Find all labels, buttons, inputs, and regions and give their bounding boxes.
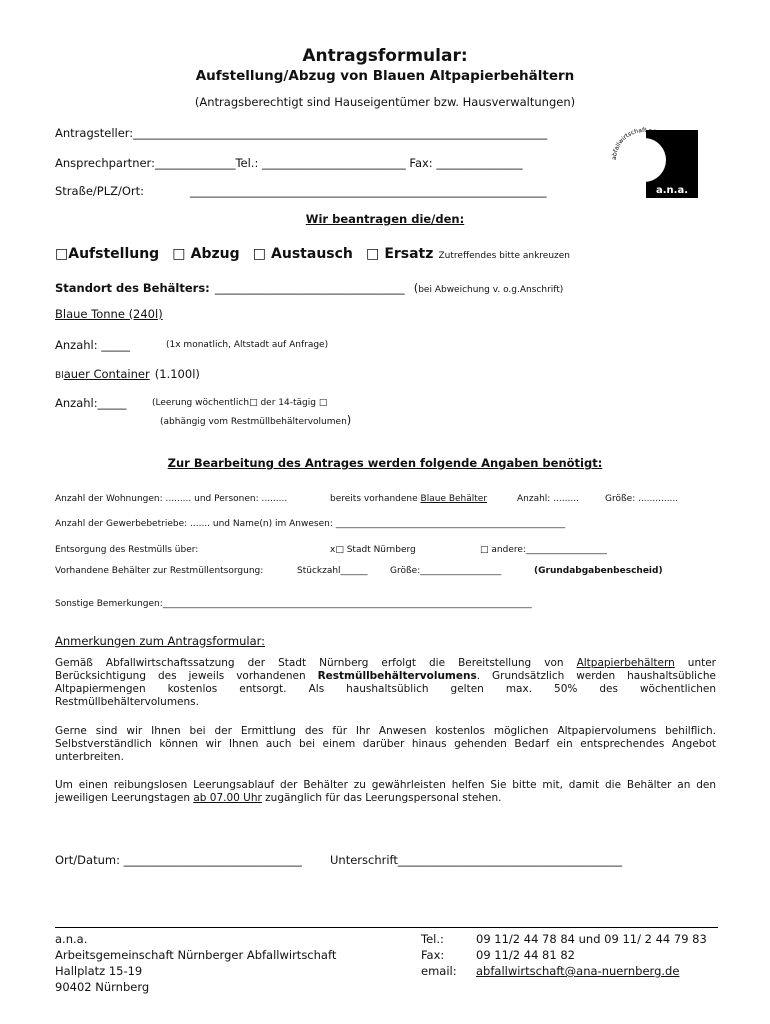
container-interval-row: (Leerung wöchentlich□ der 14-tägig □ <box>152 398 328 408</box>
footer-contact-values <box>476 931 707 979</box>
biweekly-checkbox[interactable]: □ <box>318 398 328 408</box>
applicant-field[interactable]: Antragsteller:________________________________________________________________________ <box>55 126 548 140</box>
container-volume-note: (abhängig vom Restmüllbehältervolumen) <box>160 413 352 427</box>
existing-bins-label: bereits vorhandene Blaue Behälter <box>330 494 488 504</box>
location-label: Standort des Behälters: <box>55 281 210 295</box>
address-field[interactable]: ______________________________________________________________ <box>190 184 547 198</box>
footer-divider <box>55 927 718 928</box>
option-ersatz: Ersatz <box>384 246 434 262</box>
remarks-heading: Anmerkungen zum Antragsformular: <box>55 634 266 648</box>
remarks-paragraph-1: Gemäß Abfallwirtschaftssatzung der Stadt Nürnberg erfolgt die Bereitstellung von Altpapierbehältern unter Berücksichtigung des jeweils vorhandenen Restmüllbehältervolumens. Grundsätzlich werden haushaltsübliche Altpapiermengen kostenlos entsorgt. Als haushaltsüblich gelten max. 50% des wöchentlichen Restmüllbehältervolumens. <box>55 657 717 708</box>
container-quantity-field[interactable]: Anzahl:_____ <box>55 396 127 410</box>
option-hint: Zutreffendes bitte ankreuzen <box>438 251 570 261</box>
signature-field[interactable]: Unterschrift_______________________________________ <box>330 853 623 867</box>
other-remarks-field[interactable]: Sonstige Bemerkungen:__________________________________________________________________________________ <box>55 599 532 609</box>
details-heading: Zur Bearbeitung des Antrages werden folgende Angaben benötigt: <box>167 456 603 470</box>
footer-fax: 09 11/2 44 81 82 <box>476 948 575 962</box>
option-austausch-checkbox[interactable]: □ <box>252 246 266 262</box>
option-aufstellung[interactable]: □Aufstellung <box>55 246 160 262</box>
ana-logo-graphic <box>606 120 700 200</box>
place-date-field[interactable]: Ort/Datum: _______________________________ <box>55 853 302 867</box>
footer-contact-labels: Tel.: Fax: email: <box>421 932 457 978</box>
disposal-city-option[interactable]: x□ Stadt Nürnberg <box>330 545 416 555</box>
remarks-paragraph-2: Gerne sind wir Ihnen bei der Ermittlung des für Ihr Anwesen kostenlos möglichen Altpapiervolumens behilflich. Selbstverständlich können wir Ihnen auch bei einem darüber hinaus gehenden Bedarf ein entsprechendes Angebot unterbreiten. <box>55 725 716 763</box>
option-austausch: Austausch <box>271 246 353 262</box>
container-size: (1.100l) <box>154 367 200 381</box>
request-options <box>55 243 570 262</box>
location-row: Standort des Behälters: _________________________________ (bei Abweichung v. o.g.Anschrift) <box>55 281 564 295</box>
disposal-city-checkbox[interactable]: □ <box>335 545 344 555</box>
blue-bin-title: Blaue Tonne (240l) <box>55 307 163 321</box>
request-heading: Wir beantragen die/den: <box>305 212 465 226</box>
footer-phone: 09 11/2 44 78 84 und 09 11/ 2 44 79 83 <box>476 932 707 946</box>
waste-bins-size-field[interactable]: Größe:__________________ <box>390 566 502 576</box>
address-label: Straße/PLZ/Ort: <box>55 184 145 198</box>
footer-address: a.n.a. Arbeitsgemeinschaft Nürnberger Abfallwirtschaft Hallplatz 15-19 90402 Nürnberg <box>55 932 337 994</box>
existing-bins-size-field[interactable]: Größe: .............. <box>605 494 679 504</box>
logo-text: a.n.a. <box>655 185 689 196</box>
remarks-paragraph-3: Um einen reibungslosen Leerungsablauf der Behälter zu gewährleisten helfen Sie bitte mit, damit die Behälter an den jeweiligen Leerungstagen ab 07.00 Uhr zugänglich für das Leerungspersonal stehen. <box>55 779 716 804</box>
waste-disposal-label: Entsorgung des Restmülls über: <box>55 545 199 555</box>
blue-bin-note: (1x monatlich, Altstadt auf Anfrage) <box>166 340 329 350</box>
disposal-other-option[interactable]: □ andere:__________________ <box>480 545 607 555</box>
waste-bins-count-field[interactable]: Stückzahl______ <box>297 566 368 576</box>
existing-bins-quantity-field[interactable]: Anzahl: ......... <box>517 494 579 504</box>
form-eligibility-note: (Antragsberechtigt sind Hauseigentümer bzw. Hausverwaltungen) <box>194 95 576 109</box>
option-abzug: Abzug <box>190 246 240 262</box>
option-abzug-checkbox[interactable]: □ <box>172 246 186 262</box>
units-persons-field[interactable]: Anzahl der Wohnungen: ......... und Personen: ......... <box>55 494 288 504</box>
footer-email-link[interactable]: abfallwirtschaft@ana-nuernberg.de <box>476 964 680 978</box>
weekly-checkbox[interactable]: □ <box>249 398 258 408</box>
form-subtitle: Aufstellung/Abzug von Blauen Altpapierbehältern <box>195 68 575 84</box>
contact-phone-fax-field[interactable]: Ansprechpartner:______________Tel.: _________________________ Fax: _______________ <box>55 156 523 170</box>
ana-logo <box>606 120 700 200</box>
container-title: auer Container <box>63 367 150 381</box>
location-field[interactable]: _________________________________ <box>214 281 405 295</box>
container-title-row: Blauer Container (1.100l) <box>55 367 200 381</box>
logo-ring-text: abfallwirtschaft nürnberg <box>610 126 674 161</box>
option-ersatz-checkbox[interactable]: □ <box>365 246 380 262</box>
businesses-field[interactable]: Anzahl der Gewerbebetriebe: ....... und Name(n) im Anwesen: ___________________________________________________ <box>55 519 566 529</box>
tax-notice-note: (Grundabgabenbescheid) <box>534 566 663 576</box>
blue-bin-quantity-field[interactable]: Anzahl: _____ <box>55 338 131 352</box>
disposal-other-checkbox[interactable]: □ <box>480 545 489 555</box>
form-title: Antragsformular: <box>302 46 468 66</box>
location-note: bei Abweichung v. o.g.Anschrift) <box>418 285 564 295</box>
existing-waste-bins-label: Vorhandene Behälter zur Restmüllentsorgung: <box>55 566 264 576</box>
